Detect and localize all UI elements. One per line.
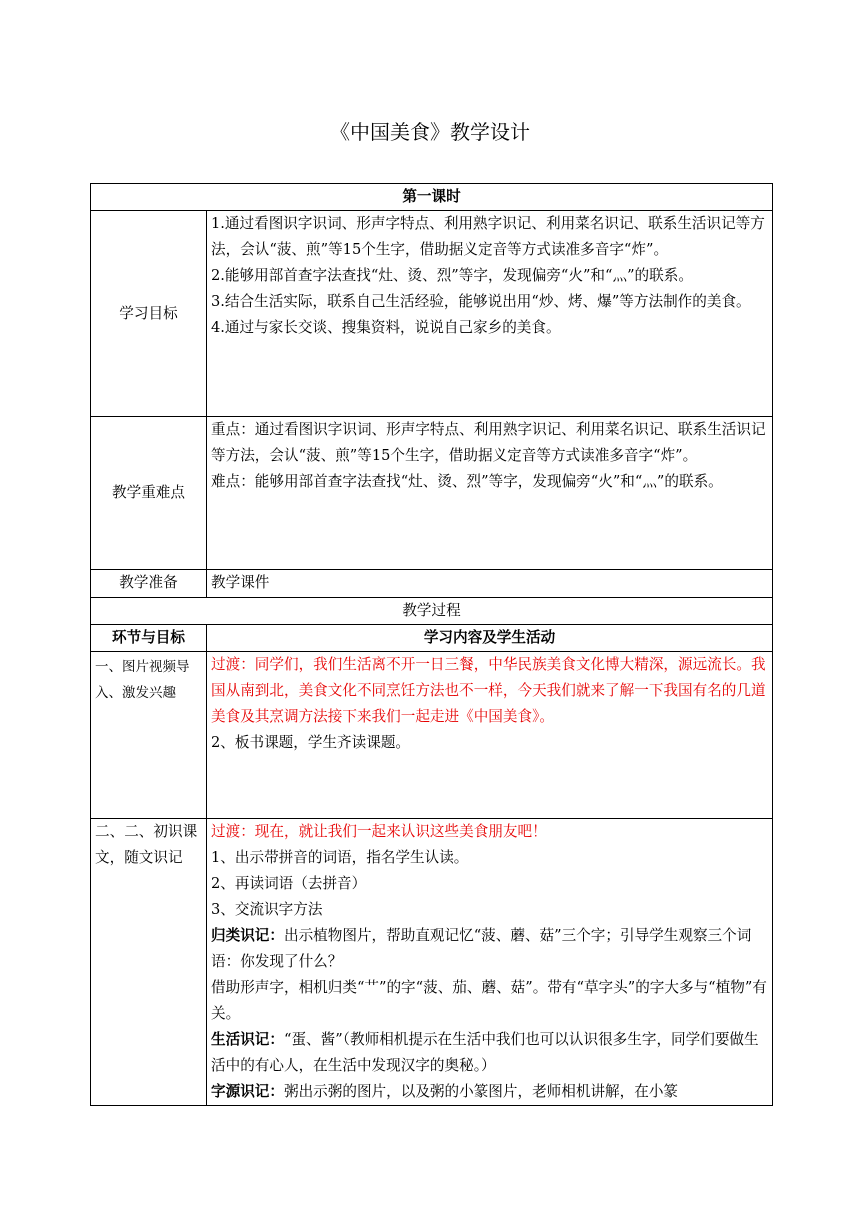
classify-term: 归类识记： <box>211 927 284 944</box>
origin-text: 粥出示粥的图片，以及粥的小篆图片，老师相机讲解，在小篆 <box>283 1083 679 1100</box>
stage1-step2: 2、板书课题，学生齐读课题。 <box>211 734 411 751</box>
table-row <box>91 652 773 819</box>
key-point-item: 重点：通过看图识字识词、形声字特点、利用熟字识记、利用菜名识记、联系生活识记等方法，会认“菠、煎”等15个生字，借助据义定音等方式读准多音字“炸”。 <box>211 421 766 464</box>
key-points-cell <box>207 417 773 570</box>
life-text: “蛋、酱”（教师相机提示在生活中我们也可以认识很多生字，同学们要做生活中的有心人，在生活中发现汉字的奥秘。） <box>211 1031 759 1074</box>
table-row <box>91 625 773 652</box>
content-column-header: 学习内容及学生活动 <box>207 625 773 652</box>
stage2-content <box>207 819 773 1106</box>
preparation-label: 教学准备 <box>91 570 207 598</box>
life-term: 生活识记： <box>211 1031 284 1048</box>
table-row <box>91 598 773 625</box>
origin-paragraph <box>211 1079 768 1105</box>
classify-text-2: 借助形声字，相机归类“艹”的字“菠、茄、蘑、菇”。带有“草字头”的字大多与“植物”有关。 <box>211 979 767 1022</box>
lesson-header: 第一课时 <box>91 184 773 211</box>
stage1-transition: 过渡：同学们，我们生活离不开一日三餐，中华民族美食文化博大精深，源远流长。我国从南到北，美食文化不同烹饪方法也不一样，今天我们就来了解一下我国有名的几道美食及其烹调方法接下来我们一起走进《中国美食》。 <box>211 656 766 725</box>
stage1-label: 一、图片视频导入、激发兴趣 <box>91 652 207 819</box>
stage2-label: 二、二、初识课文，随文识记 <box>91 819 207 1106</box>
stage2-step1: 1、出示带拼音的词语，指名学生认读。 <box>211 849 469 866</box>
process-header: 教学过程 <box>91 598 773 625</box>
lesson-plan-table <box>90 183 773 1106</box>
stage-column-header: 环节与目标 <box>91 625 207 652</box>
stage2-step3: 3、交流识字方法 <box>211 901 323 918</box>
key-points-label: 教学重难点 <box>91 417 207 570</box>
stage1-content <box>207 652 773 819</box>
objective-item: 3.结合生活实际，联系自己生活经验，能够说出用“炒、烤、爆”等方法制作的美食。 <box>211 293 751 310</box>
table-row <box>91 417 773 570</box>
key-point-item: 难点：能够用部首查字法查找“灶、烫、烈”等字，发现偏旁“火”和“灬”的联系。 <box>211 473 723 490</box>
table-row <box>91 184 773 211</box>
objective-item: 4.通过与家长交谈、搜集资料，说说自己家乡的美食。 <box>211 319 561 336</box>
objectives-label: 学习目标 <box>91 211 207 417</box>
table-row <box>91 819 773 1106</box>
stage2-transition: 过渡：现在，就让我们一起来认识这些美食朋友吧！ <box>211 823 547 840</box>
classify-paragraph <box>211 923 768 975</box>
table-row <box>91 570 773 598</box>
objectives-cell <box>207 211 773 417</box>
page-title: 《中国美食》教学设计 <box>330 120 530 144</box>
life-paragraph <box>211 1027 768 1079</box>
preparation-value: 教学课件 <box>207 570 773 598</box>
origin-term: 字源识记： <box>211 1083 284 1100</box>
stage2-step2: 2、再读词语（去拼音） <box>211 875 367 892</box>
objective-item: 1.通过看图识字识词、形声字特点、利用熟字识记、利用菜名识记、联系生活识记等方法，会认“菠、煎”等15个生字，借助据义定音等方式读准多音字“炸”。 <box>211 215 765 258</box>
table-row <box>91 211 773 417</box>
objective-item: 2.能够用部首查字法查找“灶、烫、烈”等字，发现偏旁“火”和“灬”的联系。 <box>211 267 693 284</box>
classify-text: 出示植物图片，帮助直观记忆“菠、蘑、菇”三个字；引导学生观察三个词语：你发现了什么？ <box>211 927 752 970</box>
